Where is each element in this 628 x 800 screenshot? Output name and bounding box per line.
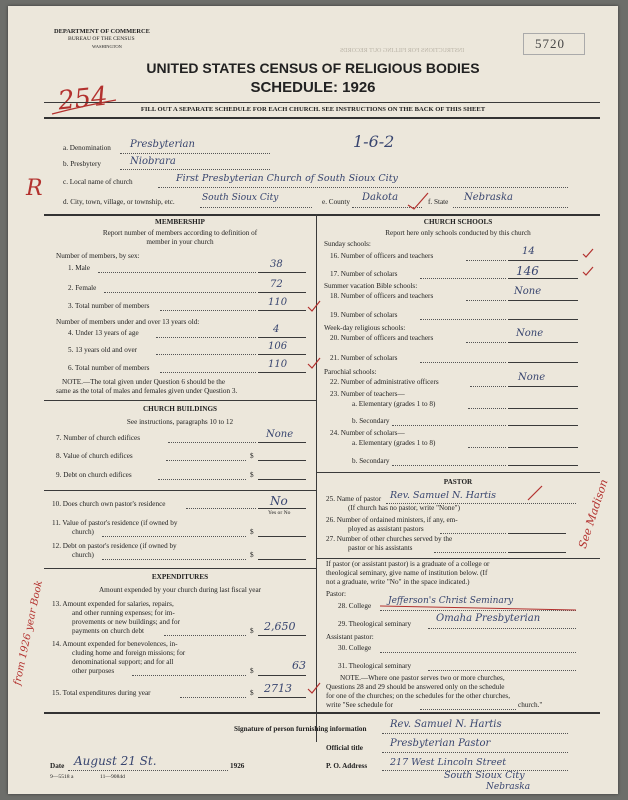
q17-value: 146 (516, 264, 539, 278)
schools-heading: CHURCH SCHOOLS (423, 218, 493, 226)
margin-note-left: from 1926 year Book (12, 579, 46, 687)
church-name-value: First Presbyterian Church of South Sioux City (176, 173, 398, 184)
q9-label: 9. Debt on church edifices (56, 471, 132, 479)
q22-value: None (518, 372, 546, 383)
vacation-label: Summer vacation Bible schools: (324, 282, 418, 290)
q29-value: Omaha Presbyterian (436, 613, 541, 624)
q16-label: 16. Number of officers and teachers (330, 252, 434, 260)
schedule-title: SCHEDULE: 1926 (250, 79, 376, 96)
q14-value: 63 (292, 659, 306, 672)
denomination-code: 1-6-2 (353, 132, 395, 151)
form-number: 5720 (535, 36, 565, 51)
q10-value: No (270, 494, 288, 508)
form-code: 9—5518 a (50, 774, 74, 780)
q11-label-2: church) (72, 528, 94, 536)
state-value: Nebraska (464, 192, 513, 203)
q11-dollar: $ (250, 528, 254, 536)
instruction-line: FILL OUT A SEPARATE SCHEDULE FOR EACH CHURCH. SEE INSTRUCTIONS ON THE BACK OF THIS SHEET (140, 106, 486, 113)
check-mark-q15 (308, 683, 320, 693)
pastor-heading: PASTOR (443, 478, 473, 486)
q29-label: 29. Theological seminary (338, 620, 412, 628)
q10-label: 10. Does church own pastor's residence (52, 500, 166, 508)
q13-label-3: provements or new buildings; and for (72, 618, 180, 626)
q14-label-4: other purposes (72, 667, 115, 675)
membership-intro-1: Report number of members according to definition of (102, 229, 258, 237)
check-mark-q3 (308, 301, 320, 311)
membership-note-1: NOTE.—The total given under Question 6 should be the (62, 378, 226, 386)
q18-label: 18. Number of officers and teachers (330, 292, 434, 300)
q28-value: Jefferson's Christ Seminary (388, 596, 514, 606)
q23a-label: a. Elementary (grades 1 to 8) (352, 400, 436, 408)
check-mark-q17 (583, 267, 593, 275)
strike-q28 (380, 606, 576, 610)
q25-hint: (If church has no pastor, write "None") (348, 504, 460, 512)
membership-heading: MEMBERSHIP (155, 218, 205, 226)
membership-intro-2: member in your church (146, 238, 214, 246)
q8-label: 8. Value of church edifices (56, 452, 133, 460)
q14-dollar: $ (250, 667, 254, 675)
official-title-label: Official title (326, 744, 363, 752)
grad-note-3: not a graduate, write "No" in the space indicated.) (326, 578, 470, 586)
po-line-3: Nebraska (486, 782, 531, 792)
city-value: South Sioux City (202, 193, 279, 203)
q14-label-1: 14. Amount expended for benevolences, in- (52, 640, 178, 648)
denomination-label: a. Denomination (63, 144, 111, 152)
yes-no-hint: Yes or No (268, 510, 291, 516)
q15-dollar: $ (250, 689, 254, 697)
state-label: f. State (428, 198, 449, 206)
pastor-note-3: for one of the churches; on the schedules for the other churches, (326, 692, 511, 700)
membership-note-2: same as the total of males and females given under Question 3. (56, 387, 238, 395)
q6-label: 6. Total number of members (68, 364, 150, 372)
grad-note-2: theological seminary, give name of institution below. (If (326, 569, 488, 577)
underline-handwritten-number (52, 100, 116, 114)
by-sex-label: Number of members, by sex: (56, 252, 140, 260)
q30-label: 30. College (338, 644, 372, 652)
q25-label: 25. Name of pastor (326, 495, 382, 503)
q24b-label: b. Secondary (352, 457, 390, 465)
q11-label-1: 11. Value of pastor's residence (if owned by (52, 519, 178, 527)
q5-value: 106 (268, 341, 288, 352)
pastor-sub-label: Pastor: (326, 590, 346, 598)
q3-label: 3. Total number of members (68, 302, 150, 310)
q31-label: 31. Theological seminary (338, 662, 412, 670)
q21-label: 21. Number of scholars (330, 354, 398, 362)
q23-label: 23. Number of teachers— (330, 390, 405, 398)
sunday-label: Sunday schools: (324, 240, 371, 248)
q13-value: 2,650 (264, 620, 296, 633)
q23b-label: b. Secondary (352, 417, 390, 425)
q26-label-1: 26. Number of ordained ministers, if any, em- (326, 516, 458, 524)
q20-value: None (516, 328, 544, 339)
q8-dollar: $ (250, 452, 254, 460)
date-year: 1926 (230, 762, 245, 770)
q5-label: 5. 13 years old and over (68, 346, 138, 354)
q16-value: 14 (522, 246, 535, 257)
expenditures-heading: EXPENDITURES (151, 573, 209, 581)
buildings-sub: See instructions, paragraphs 10 to 12 (126, 418, 234, 426)
county-value: Dakota (362, 192, 399, 203)
q14-label-2: cluding home and foreign missions; for (72, 649, 186, 657)
q13-dollar: $ (250, 627, 254, 635)
dept-label: DEPARTMENT OF COMMERCE (54, 28, 150, 35)
po-line-1: 217 West Lincoln Street (390, 757, 507, 768)
q12-label-1: 12. Debt on pastor's residence (if owned by (52, 542, 177, 550)
q22-label: 22. Number of administrative officers (330, 378, 439, 386)
pastor-note-2: Questions 28 and 29 should be answered only on the schedule (326, 683, 505, 691)
q4-value: 4 (273, 324, 280, 335)
check-marks (8, 6, 618, 794)
q28-label: 28. College (338, 602, 372, 610)
form-title: UNITED STATES CENSUS OF RELIGIOUS BODIES (146, 60, 480, 76)
q4-label: 4. Under 13 years of age (68, 329, 139, 337)
q6-value: 110 (268, 359, 288, 370)
date-label: Date (50, 762, 65, 770)
county-label: e. County (322, 198, 350, 206)
q26-label-2: ployed as assistant pastors (348, 525, 424, 533)
q24-label: 24. Number of scholars— (330, 429, 405, 437)
q15-label: 15. Total expenditures during year (52, 689, 151, 697)
q15-value: 2713 (264, 682, 292, 695)
po-line-2: South Sioux City (444, 770, 525, 781)
q25-value: Rev. Samuel N. Hartis (390, 490, 496, 501)
q13-label-1: 13. Amount expended for salaries, repairs, (52, 600, 174, 608)
q2-value: 72 (270, 279, 283, 290)
bleed-through-text: INSTRUCTIONS FOR FILLING OUT RECORDS (340, 48, 465, 54)
presbytery-value: Niobrara (130, 156, 176, 167)
q24a-label: a. Elementary (grades 1 to 8) (352, 439, 436, 447)
church-name-label: c. Local name of church (63, 178, 133, 186)
grad-note-1: If pastor (or assistant pastor) is a graduate of a college or (326, 560, 490, 568)
bureau-label: BUREAU OF THE CENSUS (68, 36, 135, 42)
q13-label-2: and other running expenses; for im- (72, 609, 175, 617)
q18-value: None (514, 286, 542, 297)
q7-value: None (266, 429, 294, 440)
check-mark-q25 (528, 486, 542, 500)
q20-label: 20. Number of officers and teachers (330, 334, 434, 342)
q2-label: 2. Female (68, 284, 97, 292)
q17-label: 17. Number of scholars (330, 270, 398, 278)
q9-dollar: $ (250, 471, 254, 479)
margin-r-mark: R (26, 176, 43, 201)
check-mark-county (408, 193, 428, 209)
denomination-value: Presbyterian (130, 139, 195, 150)
weekday-label: Week-day religious schools: (324, 324, 406, 332)
q12-label-2: church) (72, 551, 94, 559)
buildings-heading: CHURCH BUILDINGS (142, 405, 218, 413)
q7-label: 7. Number of church edifices (56, 434, 141, 442)
handwritten-number: 254 (56, 81, 110, 117)
signature-label: Signature of person furnishing information (234, 725, 367, 733)
margin-note-right: See Madison (576, 477, 611, 551)
asst-pastor-label: Assistant pastor: (326, 633, 374, 641)
print-code: 11—9084d (100, 774, 125, 780)
q27-label-2: pastor or his assistants (348, 544, 413, 552)
q3-value: 110 (268, 297, 288, 308)
po-address-label: P. O. Address (326, 762, 368, 770)
check-mark-q6 (308, 358, 320, 368)
city-field-label: d. City, town, village, or township, etc. (63, 198, 175, 206)
census-form (8, 6, 618, 794)
pastor-note-4: write "See schedule for (326, 701, 393, 709)
parochial-label: Parochial schools: (324, 368, 377, 376)
q1-value: 38 (270, 259, 283, 270)
presbytery-label: b. Presbytery (63, 160, 101, 168)
official-title-value: Presbyterian Pastor (390, 738, 491, 749)
check-mark-q16 (583, 249, 593, 257)
q14-label-3: denominational support; and for all (72, 658, 174, 666)
date-value: August 21 St. (74, 754, 157, 768)
q1-label: 1. Male (68, 264, 90, 272)
expenditures-sub: Amount expended by your church during last fiscal year (98, 586, 262, 594)
q27-label-1: 27. Number of other churches served by the (326, 535, 453, 543)
q19-label: 19. Number of scholars (330, 311, 398, 319)
pastor-note-5: church." (518, 701, 543, 709)
city-label: WASHINGTON (92, 44, 122, 49)
pastor-note-1: NOTE.—Where one pastor serves two or more churches, (340, 674, 505, 682)
q13-label-4: payments on church debt (72, 627, 145, 635)
q12-dollar: $ (250, 551, 254, 559)
schools-intro: Report here only schools conducted by this church (385, 229, 531, 237)
age-intro: Number of members under and over 13 years old: (56, 318, 200, 326)
signature-value: Rev. Samuel N. Hartis (390, 719, 502, 730)
